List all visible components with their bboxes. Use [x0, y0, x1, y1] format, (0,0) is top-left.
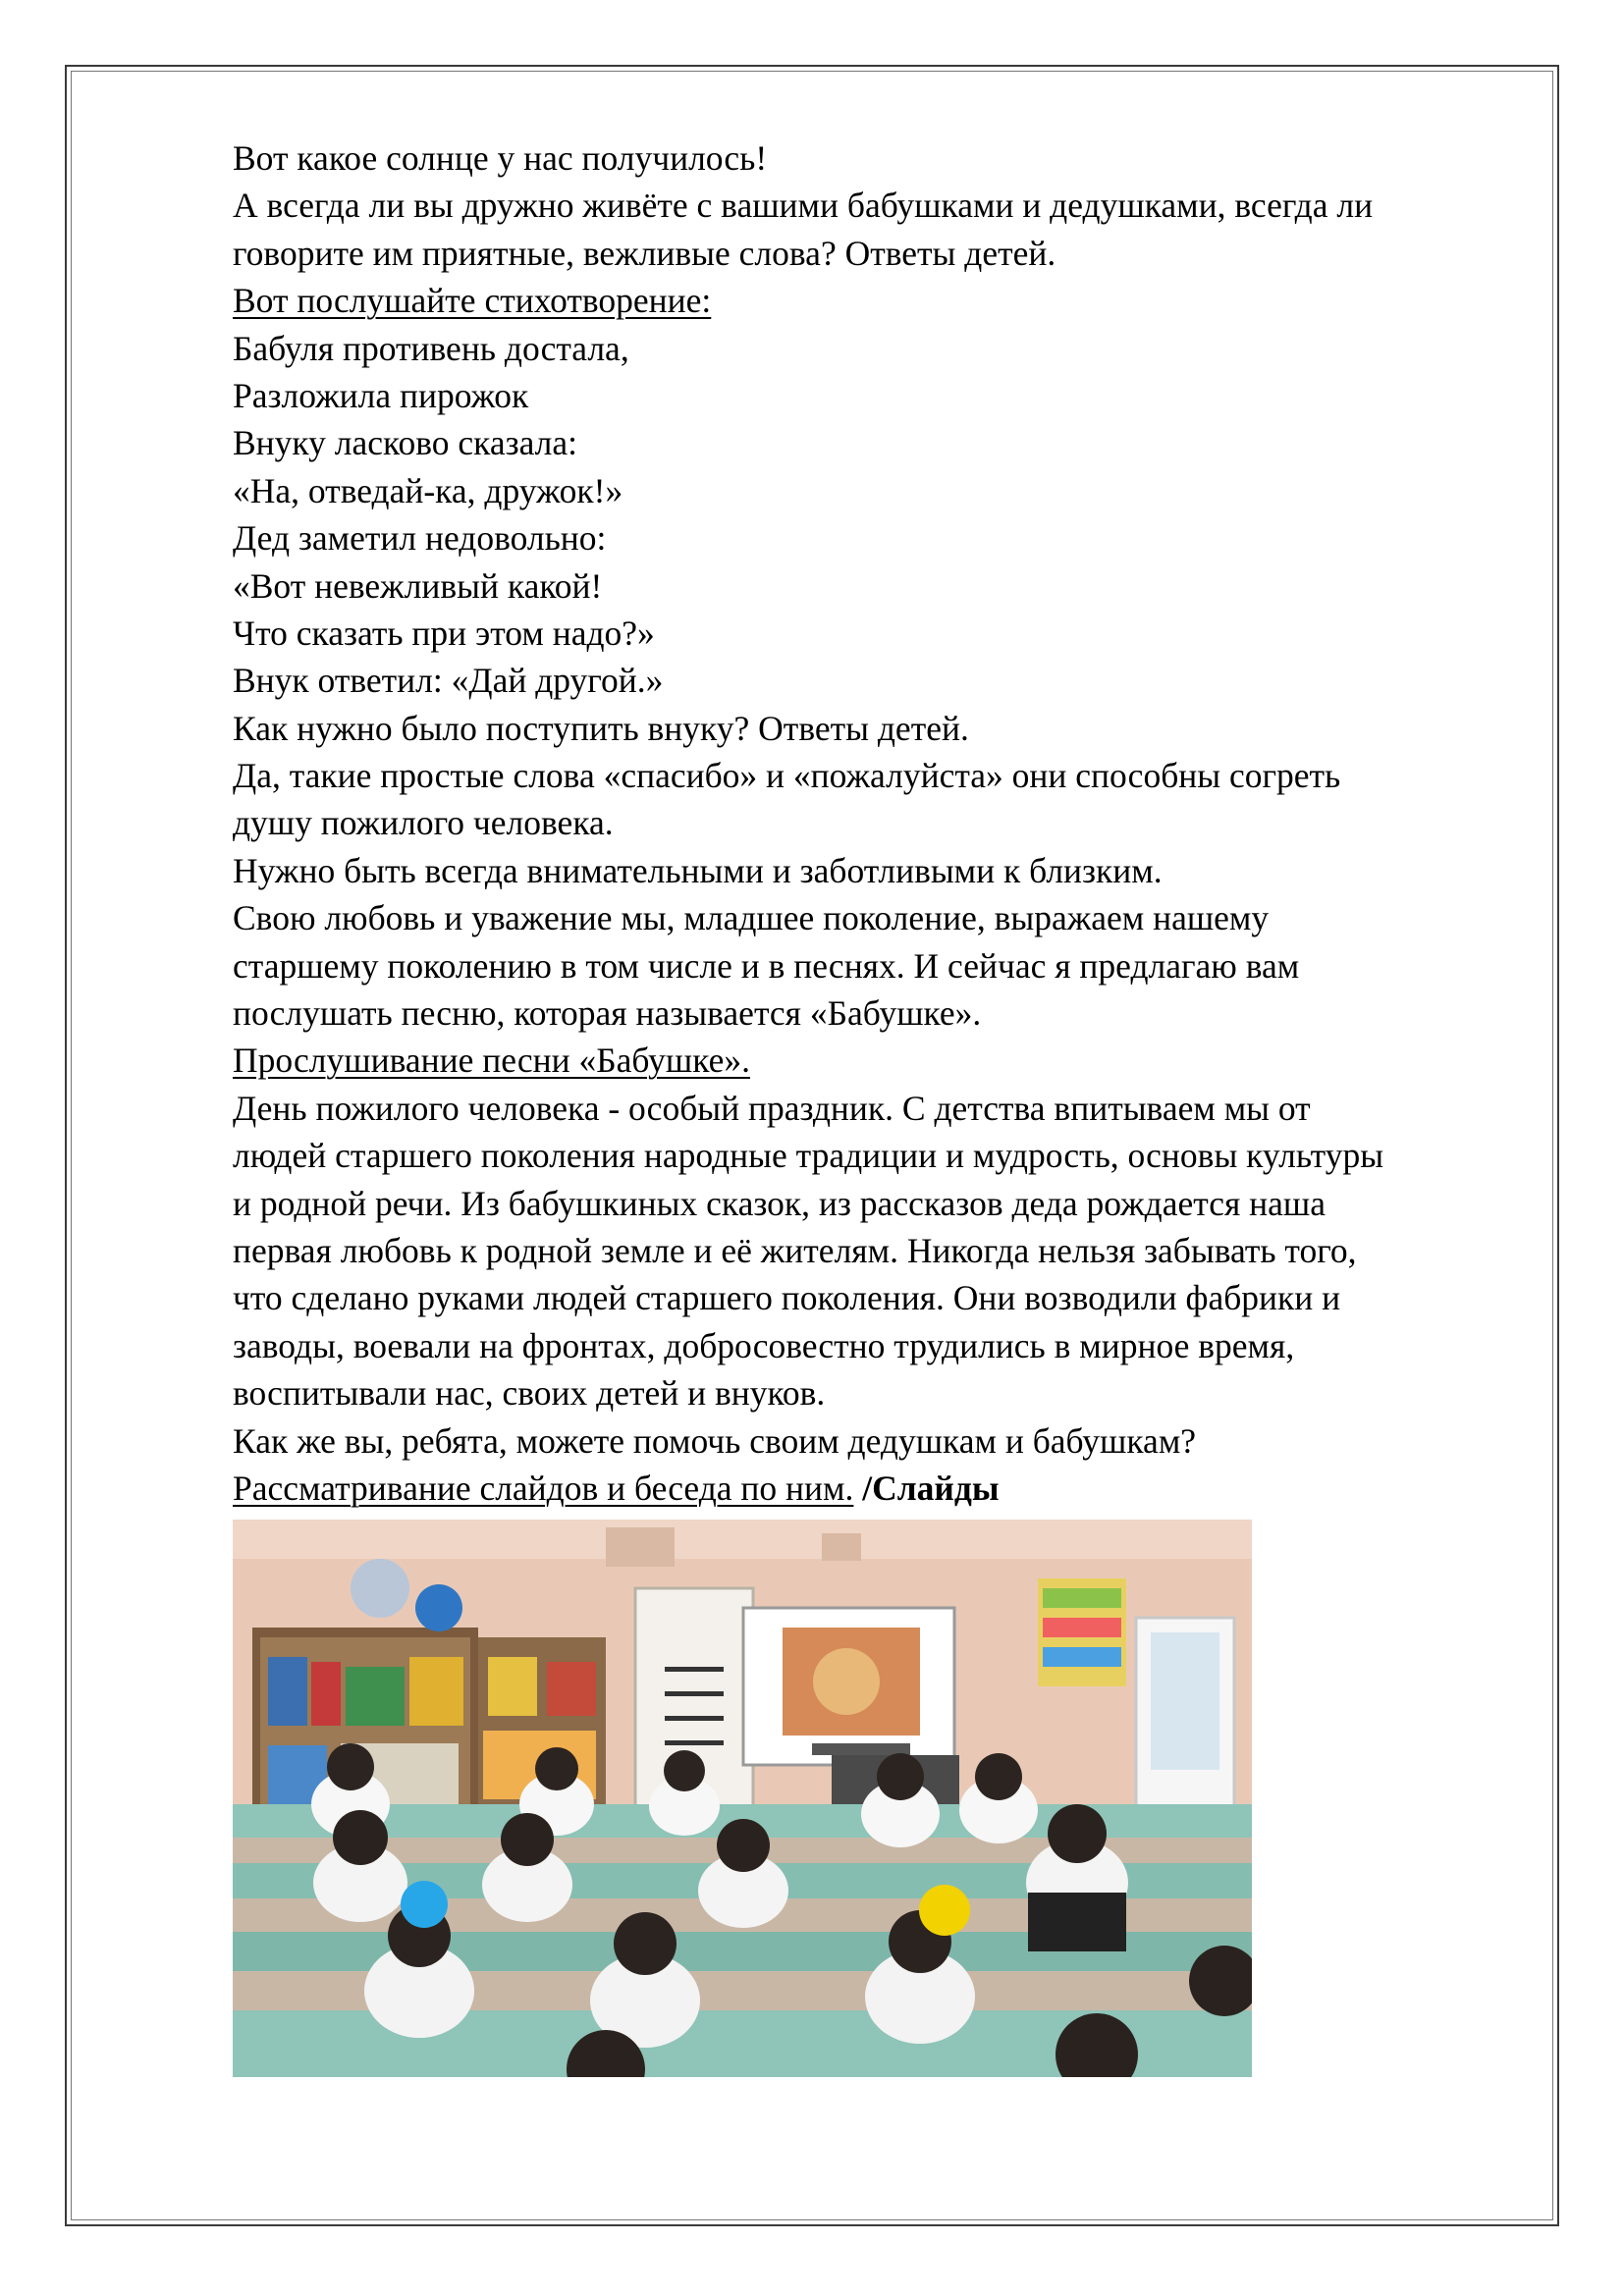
document-body [233, 134, 1529, 1512]
classroom-photo [233, 1520, 1252, 2077]
paragraph-line-16: Нужно быть всегда внимательными и заботливыми к близким. [233, 850, 1163, 890]
poem-line-3: Внуку ласково сказала: [233, 423, 578, 463]
paragraph-line-21: День пожилого человека - особый праздник. С детства впитываем мы от [233, 1088, 1311, 1128]
paragraph-line-19: послушать песню, которая называется «Бабушке». [233, 993, 982, 1034]
song-heading: Прослушивание песни «Бабушке». [233, 1041, 750, 1081]
classroom-photo-illustration [233, 1520, 1252, 2077]
paragraph-line-3: говорите им приятные, вежливые слова? Ответы детей. [233, 233, 1056, 273]
poem-line-6: «Вот невежливый какой! [233, 565, 603, 606]
paragraph-line-18: старшему поколению в том числе и в песнях. И сейчас я предлагаю вам [233, 945, 1300, 986]
poem-line-4: «На, отведай-ка, дружок!» [233, 470, 623, 510]
paragraph-line-26: заводы, воевали на фронтах, добросовестно трудились в мирное время, [233, 1325, 1295, 1365]
poem-line-7: Что сказать при этом надо?» [233, 613, 655, 653]
slides-line [233, 1465, 1529, 1512]
poem-heading: Вот послушайте стихотворение: [233, 281, 712, 321]
paragraph-line-28: Как же вы, ребята, можете помочь своим дедушкам и бабушкам? [233, 1420, 1197, 1461]
paragraph-line-23: и родной речи. Из бабушкиных сказок, из рассказов деда рождается наша [233, 1183, 1326, 1223]
paragraph-line-2: А всегда ли вы дружно живёте с вашими бабушками и дедушками, всегда ли [233, 186, 1374, 226]
slides-heading: Рассматривание слайдов и беседа по ним. [233, 1468, 854, 1508]
slides-label: /Слайды [862, 1468, 1000, 1508]
paragraph-line-15: душу пожилого человека. [233, 803, 614, 843]
paragraph-line-17: Свою любовь и уважение мы, младшее поколение, выражаем нашему [233, 898, 1270, 938]
poem-line-2: Разложила пирожок [233, 375, 529, 415]
poem-line-1: Бабуля противень достала, [233, 328, 629, 368]
paragraph-line-13: Как нужно было поступить внуку? Ответы детей. [233, 708, 969, 748]
paragraph-line-14: Да, такие простые слова «спасибо» и «пожалуйста» они способны согреть [233, 756, 1341, 796]
poem-line-5: Дед заметил недовольно: [233, 518, 607, 559]
paragraph-line-1: Вот какое солнце у нас получилось! [233, 138, 768, 178]
paragraph-line-24: первая любовь к родной земле и её жителям. Никогда нельзя забывать того, [233, 1230, 1357, 1270]
paragraph-line-22: людей старшего поколения народные традиции и мудрость, основы культуры [233, 1136, 1384, 1176]
paragraph-line-27: воспитывали нас, своих детей и внуков. [233, 1373, 826, 1414]
paragraph-line-25: что сделано руками людей старшего поколения. Они возводили фабрики и [233, 1278, 1341, 1318]
poem-line-8: Внук ответил: «Дай другой.» [233, 661, 664, 701]
